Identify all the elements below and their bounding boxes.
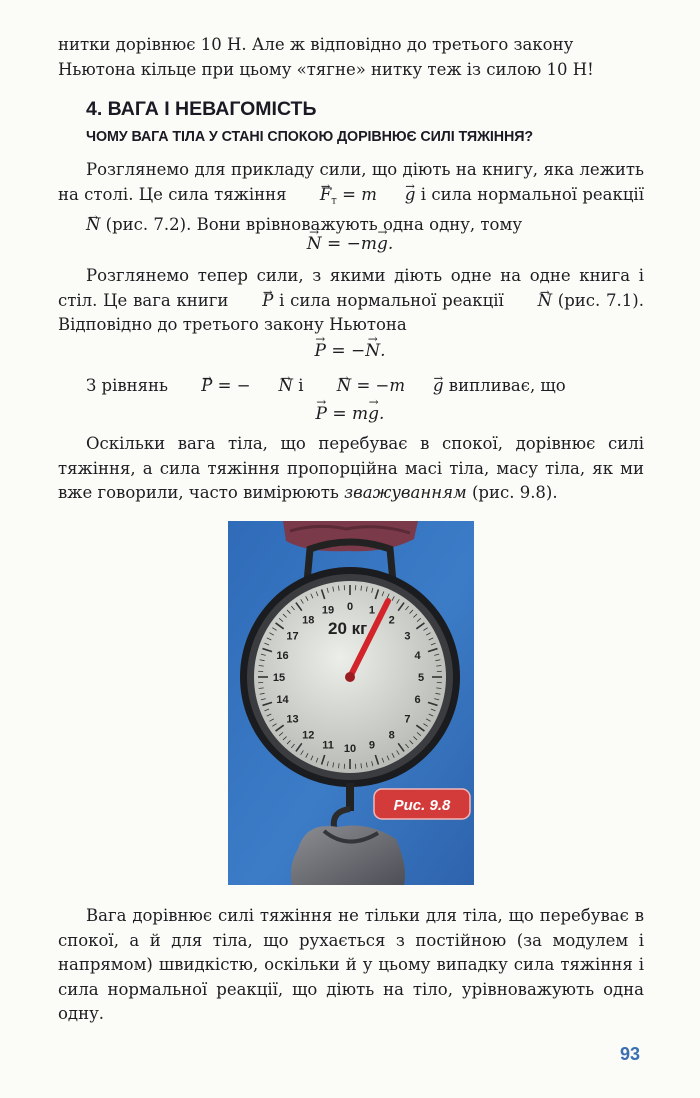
paragraph-1: Розглянемо для прикладу сили, що діють на книгу, яка лежить на столі. Це сила тяжіння → $F_т = m\to g$ і сила нормальної реакції → N (рис. 7.2). Вони врівноважують одна одну, тому bbox=[58, 158, 644, 238]
section-title: 4. ВАГА І НЕВАГОМІСТЬ bbox=[86, 98, 317, 120]
equation-1: → N = −m→ g. bbox=[0, 234, 700, 254]
subsection-title: ЧОМУ ВАГА ТІЛА У СТАНІ СПОКОЮ ДОРІВНЮЄ СИЛІ ТЯЖІННЯ? bbox=[86, 129, 534, 145]
dial-number: 6 bbox=[414, 693, 421, 706]
dial-number: 17 bbox=[286, 630, 299, 643]
equation-2: → P = −→ N. bbox=[0, 341, 700, 361]
dial-number: 3 bbox=[404, 630, 411, 643]
page-number: 93 bbox=[620, 1044, 641, 1064]
dial-number: 5 bbox=[417, 672, 425, 684]
dial-number: 9 bbox=[368, 739, 376, 752]
scale-photo bbox=[228, 521, 474, 885]
dial-number: 15 bbox=[272, 672, 286, 684]
dial-number: 18 bbox=[302, 614, 315, 627]
dial-number: 1 bbox=[368, 604, 376, 617]
dial-number: 11 bbox=[322, 739, 334, 752]
paragraph-5: Вага дорівнює силі тяжіння не тільки для тіла, що перебуває в спокої, а й для тіла, що рухається з постійною (за модулем і напрямом) швидкістю, оскільки й у цьому випадку сила тяжіння і сила нормальної реакції, що діють на тіло, урівноважують одна одну. bbox=[58, 906, 644, 1023]
figure-caption: Рис. 9.8 bbox=[393, 797, 451, 814]
dial-number: 8 bbox=[388, 729, 395, 742]
top-paragraph: нитки дорівнює 10 Н. Але ж відповідно до третього закону Ньютона кільце при цьому «тягне» нитку теж із силою 10 Н! bbox=[58, 35, 594, 79]
dial-number: 4 bbox=[414, 650, 421, 663]
paragraph-3: З рівнянь → P = −→ N і → N = −m→ g випливає, що bbox=[58, 374, 644, 399]
dial-number: 2 bbox=[388, 614, 395, 627]
paragraph-4: Оскільки вага тіла, що перебуває в спокої, дорівнює силі тяжіння, а сила тяжіння пропорційна масі тіла, масу тіла, як ми вже говорили, часто вимірюють зважуванням (рис. 9.8). bbox=[58, 434, 644, 502]
dial-number: 13 bbox=[286, 713, 299, 726]
equation-3: → P = m→ g. bbox=[0, 404, 700, 424]
dial-number: 16 bbox=[276, 650, 289, 663]
dial-number: 7 bbox=[404, 713, 411, 726]
dial-number: 14 bbox=[276, 693, 289, 706]
paragraph-2: Розглянемо тепер сили, з якими діють одне на одне книга і стіл. Це вага книги → P і сила нормальної реакції → N (рис. 7.1). Відповідно до третього закону Ньютона bbox=[58, 264, 644, 338]
figure-9-8 bbox=[228, 521, 474, 885]
dial-number: 10 bbox=[343, 743, 357, 755]
hanging-weight bbox=[291, 826, 405, 886]
dial-unit: 20 кг bbox=[328, 619, 368, 638]
needle-pivot bbox=[345, 672, 355, 682]
dial-number: 0 bbox=[346, 601, 354, 613]
dial-number: 19 bbox=[321, 604, 335, 617]
dial-number: 12 bbox=[302, 729, 315, 742]
